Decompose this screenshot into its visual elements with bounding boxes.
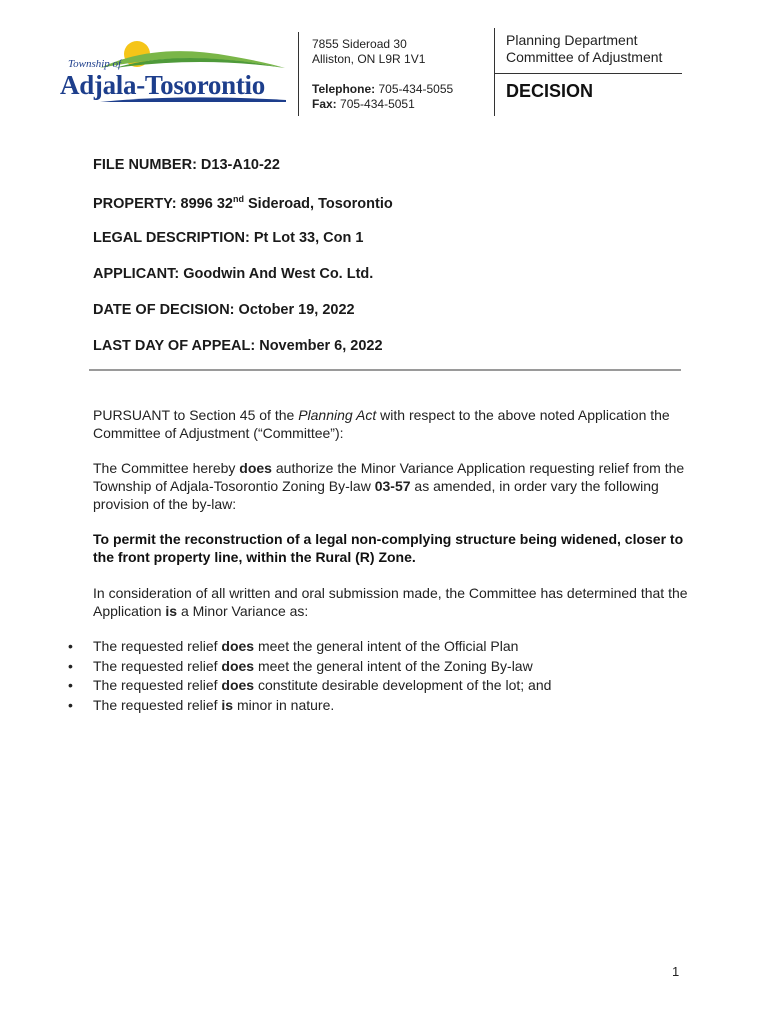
bullet-icon: • [68, 657, 73, 674]
logo-name-text: Adjala-Tosorontio [60, 70, 265, 100]
bullet-bold: does [221, 677, 255, 693]
phone-number: 705-434-5055 [378, 82, 454, 96]
department-block [506, 32, 662, 66]
address-line-1: 7855 Sideroad 30 [312, 37, 407, 51]
department-line-2: Committee of Adjustment [506, 49, 663, 65]
section-divider [89, 369, 681, 371]
contact-block [312, 82, 453, 112]
consideration-text-2: a Minor Variance as: [177, 603, 309, 619]
department-underline [495, 73, 682, 74]
list-item [68, 637, 551, 657]
bullet-text: The requested relief [93, 638, 222, 654]
bylaw-number: 03-57 [374, 478, 411, 494]
fax-line [312, 97, 453, 112]
authorize-paragraph [93, 459, 693, 513]
pursuant-paragraph [93, 406, 693, 442]
legal-description: LEGAL DESCRIPTION: Pt Lot 33, Con 1 [93, 230, 364, 246]
date-of-decision: DATE OF DECISION: October 19, 2022 [93, 302, 355, 318]
provision-paragraph: To permit the reconstruction of a legal non-complying structure being widened, closer to the front property line, within the Rural (R) Zone. [93, 531, 684, 565]
bullet-text: meet the general intent of the Zoning By-law [254, 657, 533, 674]
document-title: DECISION [506, 81, 594, 101]
property-superscript: nd [232, 194, 244, 204]
file-number: FILE NUMBER: D13-A10-22 [93, 157, 280, 173]
bullet-text: The requested relief [93, 677, 222, 693]
bullet-text: constitute desirable development of the lot; and [254, 677, 552, 693]
bullet-icon: • [68, 696, 73, 713]
consideration-is: is [165, 603, 178, 619]
bullet-icon: • [68, 638, 73, 654]
address-block [312, 37, 425, 67]
last-day-of-appeal: LAST DAY OF APPEAL: November 6, 2022 [93, 338, 383, 354]
fax-label: Fax: [312, 97, 337, 111]
bullet-text: The requested relief [93, 696, 222, 713]
pursuant-text-2: with respect to the above noted Application the Committee of Adjustment (“Committee”): [93, 407, 670, 441]
property-suffix: Sideroad, Tosorontio [243, 196, 393, 212]
list-item [68, 676, 552, 696]
page-number: 1 [672, 964, 680, 979]
property [93, 194, 393, 212]
bullet-text: The requested relief [93, 657, 222, 674]
authorize-text-1: The Committee hereby [93, 460, 240, 476]
bullet-bold: does [221, 657, 255, 674]
pursuant-text-1: PURSUANT to Section 45 of the [93, 407, 299, 423]
list-item [68, 657, 551, 677]
address-line-2: Alliston, ON L9R 1V1 [312, 52, 426, 66]
authorize-does: does [239, 460, 272, 476]
bullet-text: minor in nature. [233, 696, 335, 713]
township-logo [60, 38, 288, 104]
department-line-1: Planning Department [506, 32, 638, 48]
header-divider-right [494, 28, 495, 116]
list-item [68, 696, 551, 716]
logo-township-text: Township of [68, 58, 122, 70]
applicant: APPLICANT: Goodwin And West Co. Ltd. [93, 266, 374, 282]
bullet-bold: is [221, 696, 234, 713]
phone-label: Telephone: [312, 82, 376, 96]
bullet-text: meet the general intent of the Official Plan [254, 638, 519, 654]
consideration-text-1: In consideration of all written and oral submission made, the Committee has determined that the Application [93, 585, 688, 619]
authorize-text-3: as amended, in order vary the following provision of the by-law: [93, 478, 659, 512]
fax-number: 705-434-5051 [340, 97, 415, 111]
consideration-paragraph [93, 584, 693, 620]
planning-act: Planning Act [298, 407, 377, 423]
bullet-bold: does [221, 638, 255, 654]
findings-list [68, 637, 552, 715]
bullet-icon: • [68, 677, 73, 693]
authorize-text-2: authorize the Minor Variance Application requesting relief from the Township of Adjala-Tosorontio Zoning By-law [93, 460, 685, 494]
phone-line [312, 82, 453, 97]
property-prefix: PROPERTY: 8996 32 [93, 196, 233, 212]
header-divider-left [298, 32, 299, 116]
